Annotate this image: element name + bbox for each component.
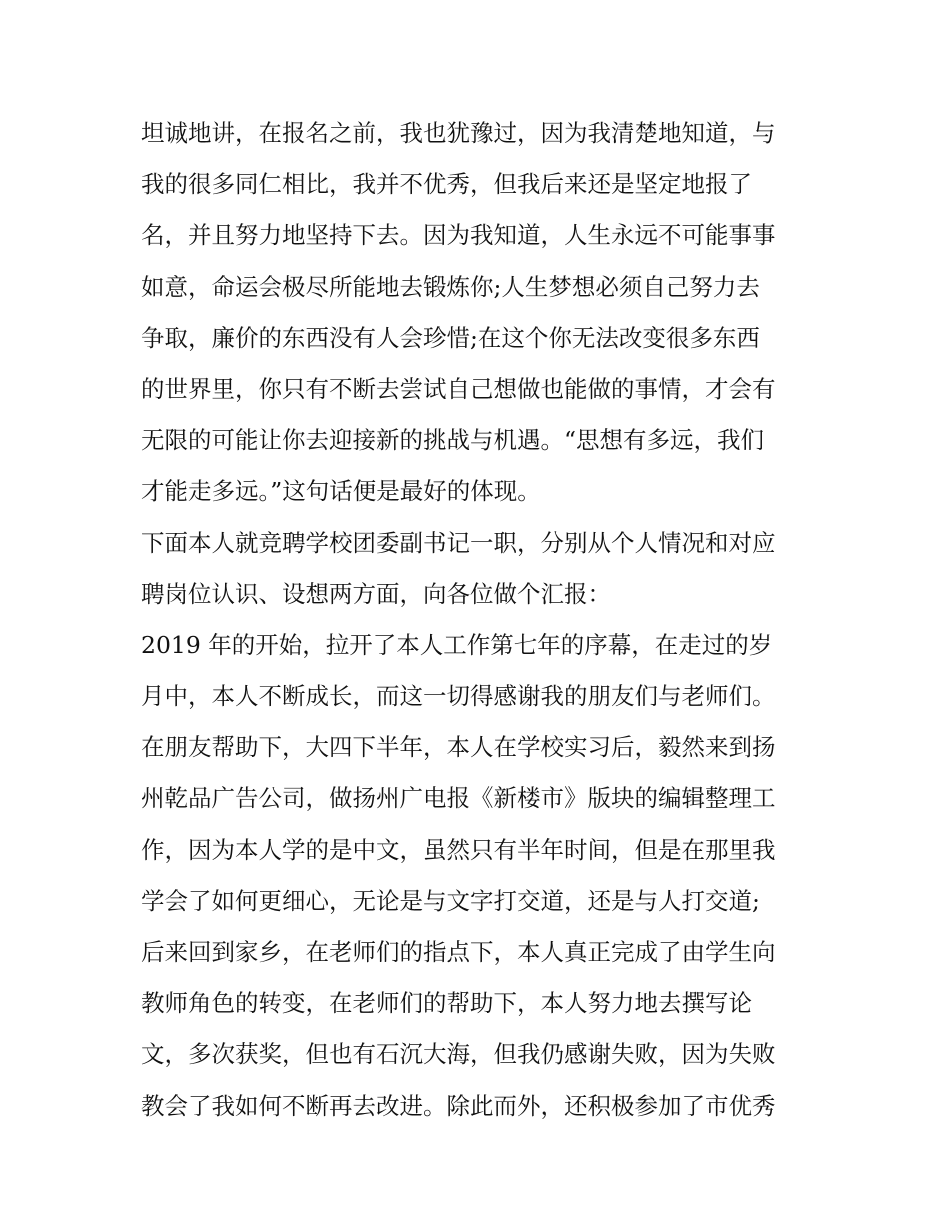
text-line: 才能走多远。”这句话便是最好的体现。 bbox=[141, 477, 541, 506]
text-line: 作，因为本人学的是中文，虽然只有半年时间，但是在那里我 bbox=[141, 835, 776, 864]
text-line: 教会了我如何不断再去改进。除此而外，还积极参加了市优秀 bbox=[141, 1091, 776, 1120]
text-line: 学会了如何更细心，无论是与文字打交道，还是与人打交道; bbox=[141, 886, 760, 915]
text-line: 州乾品广告公司，做扬州广电报《新楼市》版块的编辑整理工 bbox=[141, 784, 776, 813]
body-text bbox=[141, 108, 821, 1132]
text-line: 的世界里，你只有不断去尝试自己想做也能做的事情，才会有 bbox=[141, 374, 776, 403]
text-line: 在朋友帮助下，大四下半年，本人在学校实习后，毅然来到扬 bbox=[141, 733, 776, 762]
text-line: 无限的可能让你去迎接新的挑战与机遇。“思想有多远，我们 bbox=[141, 426, 765, 455]
text-line: 我的很多同仁相比，我并不优秀，但我后来还是坚定地报了 bbox=[141, 170, 752, 199]
text-line: 下面本人就竞聘学校团委副书记一职，分别从个人情况和对应 bbox=[141, 528, 776, 557]
text-line: 教师角色的转变，在老师们的帮助下，本人努力地去撰写论 bbox=[141, 989, 752, 1018]
text-line: 争取，廉价的东西没有人会珍惜;在这个你无法改变很多东西 bbox=[141, 323, 760, 352]
text-line: 月中，本人不断成长，而这一切得感谢我的朋友们与老师们。 bbox=[141, 682, 776, 711]
text-line: 文，多次获奖，但也有石沉大海，但我仍感谢失败，因为失败 bbox=[141, 1040, 776, 1069]
text-line: 坦诚地讲，在报名之前，我也犹豫过，因为我清楚地知道，与 bbox=[141, 119, 776, 147]
text-line: 聘岗位认识、设想两方面，向各位做个汇报： bbox=[141, 579, 611, 608]
text-line: 2019 年的开始，拉开了本人工作第七年的序幕，在走过的岁 bbox=[141, 630, 773, 659]
text-line: 后来回到家乡，在老师们的指点下，本人真正完成了由学生向 bbox=[141, 938, 776, 966]
text-line: 名，并且努力地坚持下去。因为我知道，人生永远不可能事事 bbox=[141, 221, 776, 250]
text-line: 如意，命运会极尽所能地去锻炼你;人生梦想必须自己努力去 bbox=[141, 272, 760, 301]
